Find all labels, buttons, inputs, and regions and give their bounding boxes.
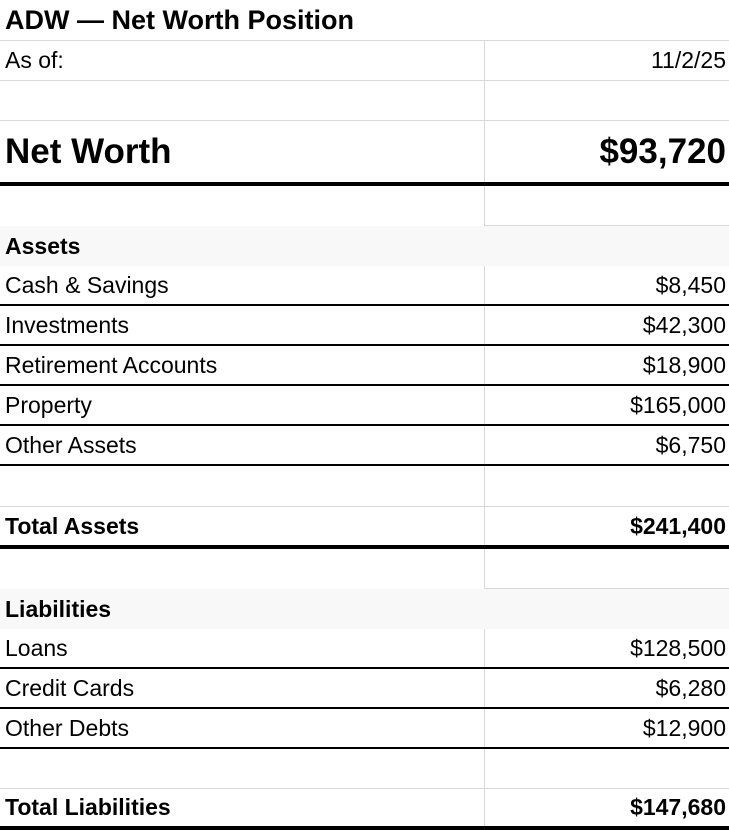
asset-label: Cash & Savings (5, 271, 169, 298)
asset-value[interactable]: $165,000 (484, 386, 729, 424)
asset-value[interactable]: $8,450 (484, 266, 729, 304)
blank-cell (0, 549, 484, 589)
liabilities-heading-row (0, 589, 729, 629)
blank-row (0, 549, 729, 589)
as-of-date[interactable]: 11/2/25 (484, 41, 729, 80)
blank-cell (484, 186, 729, 226)
title-row (0, 0, 729, 41)
assets-heading: Assets (5, 232, 81, 259)
liability-row[interactable] (0, 669, 729, 709)
total-liabilities-row[interactable] (0, 789, 729, 830)
net-worth-row[interactable] (0, 121, 729, 186)
as-of-label: As of: (5, 47, 64, 73)
blank-cell (484, 749, 729, 788)
liability-label: Loans (5, 634, 68, 661)
blank-cell (484, 549, 729, 589)
asset-label: Retirement Accounts (5, 351, 218, 378)
net-worth-value[interactable]: $93,720 (484, 121, 729, 182)
asset-label: Investments (5, 311, 129, 338)
asset-row[interactable] (0, 266, 729, 306)
asset-value[interactable]: $6,750 (484, 426, 729, 464)
total-liabilities-value[interactable]: $147,680 (484, 789, 729, 826)
blank-row (0, 466, 729, 507)
assets-heading-row (0, 226, 729, 266)
asset-value[interactable]: $18,900 (484, 346, 729, 384)
as-of-row[interactable] (0, 41, 729, 81)
blank-cell (484, 226, 729, 266)
asset-value[interactable]: $42,300 (484, 306, 729, 344)
blank-row (0, 81, 729, 121)
asset-row[interactable] (0, 306, 729, 346)
asset-label: Property (5, 391, 92, 418)
asset-row[interactable] (0, 386, 729, 426)
liability-value[interactable]: $12,900 (484, 709, 729, 747)
asset-row[interactable] (0, 346, 729, 386)
blank-cell (484, 81, 729, 120)
blank-row (0, 186, 729, 226)
liability-row[interactable] (0, 709, 729, 749)
total-assets-value[interactable]: $241,400 (484, 507, 729, 545)
blank-cell (484, 466, 729, 506)
liability-label: Credit Cards (5, 674, 135, 701)
liability-label: Other Debts (5, 714, 129, 741)
blank-cell (0, 81, 484, 120)
blank-cell (0, 186, 484, 226)
liabilities-heading: Liabilities (5, 595, 112, 622)
net-worth-label: Net Worth (5, 131, 172, 171)
blank-cell (0, 466, 484, 506)
blank-cell (484, 589, 729, 629)
liability-value[interactable]: $6,280 (484, 669, 729, 707)
total-assets-label: Total Assets (5, 512, 140, 539)
total-liabilities-label: Total Liabilities (5, 794, 171, 820)
total-assets-row[interactable] (0, 507, 729, 549)
blank-row (0, 749, 729, 789)
asset-row[interactable] (0, 426, 729, 466)
liability-row[interactable] (0, 629, 729, 669)
sheet-title: ADW — Net Worth Position (5, 5, 354, 35)
asset-label: Other Assets (5, 431, 137, 458)
blank-cell (0, 749, 484, 788)
liability-value[interactable]: $128,500 (484, 629, 729, 667)
